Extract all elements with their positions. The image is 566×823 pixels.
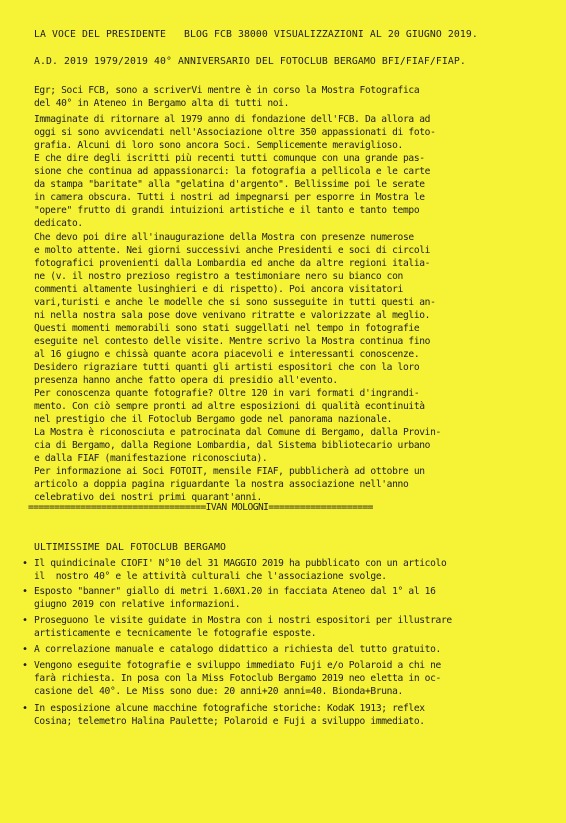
news-line: Proseguono le visite guidate in Mostra con i nostri espositori per illustrare [34,615,452,626]
body-line: articolo a doppia pagina riguardante la nostra associazione nell'anno [34,479,409,490]
news-line: Vengono eseguite fotografie e sviluppo immediato Fuji e/o Polaroid a chi ne [34,660,441,671]
body-line: nel prestigio che il Fotoclub Bergamo gode nel panorama nazionale. [34,414,393,425]
news-line: farà richiesta. In posa con la Miss Fotoclub Bergamo 2019 neo eletta in oc- [34,673,441,684]
body-line: Per conoscenza quante fotografie? Oltre 120 in vari formati d'ingrandi- [34,388,420,399]
body-line: del 40° in Ateneo in Bergamo alta di tutti noi. [34,98,290,109]
body-line: e dalla FIAF (manifestazione riconosciuta). [34,453,268,464]
body-line: Per informazione ai Soci FOTOIT, mensile FIAF, pubblicherà ad ottobre un [34,466,425,477]
news-line: il nostro 40° e le attività culturali che l'associazione svolge. [34,571,387,582]
body-line: Questi momenti memorabili sono stati suggellati nel tempo in fotografie [34,323,420,334]
body-line: E che dire degli iscritti più recenti tutti comunque con una grande pas- [34,153,425,164]
body-line: oggi si sono avvicendati nell'Associazione oltre 350 appassionati di foto- [34,127,436,138]
body-line: dedicato. [34,218,83,229]
news-line: artisticamente e tecnicamente le fotografie esposte. [34,628,317,639]
bullet-icon: • [22,586,29,597]
body-line: ne (v. il nostro prezioso registro a testimoniare nero su bianco con [34,271,403,282]
news-line: In esposizione alcune macchine fotografiche storiche: KodaK 1913; reflex [34,703,425,714]
news-line: giugno 2019 con relative informazioni. [34,599,241,610]
body-line: cia di Bergamo, dalla Regione Lombardia, dal Sistema bibliotecario urbano [34,440,431,451]
body-line: Desidero rigraziare tutti quanti gli artisti espositori che con la loro [34,362,420,373]
header-line-2: A.D. 2019 1979/2019 40° ANNIVERSARIO DEL FOTOCLUB BERGAMO BFI/FIAF/FIAP. [34,56,466,67]
body-line: da stampa "baritate" alla "gelatina d'argento". Bellissime poi le serate [34,179,425,190]
bullet-icon: • [22,660,29,671]
body-line: commenti altamente lusinghieri e di rispetto). Poi ancora visitatori [34,284,403,295]
signature-separator: ==================================IVAN MOLOGNI==================== [28,502,373,513]
body-line: presenza hanno anche fatto opera di presidio all'evento. [34,375,338,386]
news-title: ULTIMISSIME DAL FOTOCLUB BERGAMO [34,542,226,553]
bullet-icon: • [22,703,29,714]
bullet-icon: • [22,615,29,626]
body-line: vari,turisti e anche le modelle che si sono susseguite in tutti questi an- [34,297,436,308]
body-line: Egr; Soci FCB, sono a scriverVi mentre è in corso la Mostra Fotografica [34,85,420,96]
body-line: in camera obscura. Tutti i nostri ad impegnarsi per esporre in Mostra le [34,192,425,203]
body-line: grafia. Alcuni di loro sono ancora Soci. Semplicemente meraviglioso. [34,140,403,151]
body-line: La Mostra è riconosciuta e patrocinata dal Comune di Bergamo, dalla Provin- [34,427,441,438]
body-line: al 16 giugno e chissà quante acora piacevoli e interessanti conoscenze. [34,349,420,360]
body-line: e molto attente. Nei giorni successivi anche Presidenti e soci di circoli [34,245,431,256]
news-line: Esposto "banner" giallo di metri 1.60X1.20 in facciata Ateneo dal 1° al 16 [34,586,436,597]
body-line: "opere" frutto di grandi intuizioni artistiche e il tanto e tanto tempo [34,205,420,216]
bullet-icon: • [22,644,29,655]
news-line: casione del 40°. Le Miss sono due: 20 anni+20 anni=40. Bionda+Bruna. [34,686,403,697]
body-line: Che devo poi dire all'inaugurazione della Mostra con presenze numerose [34,232,414,243]
bullet-icon: • [22,558,29,569]
body-line: mento. Con ciò sempre pronti ad altre esposizioni di qualità econtinuità [34,401,425,412]
body-line: fotografici provenienti dalla Lombardia ed anche da altre regioni italia- [34,258,431,269]
news-line: Cosina; telemetro Halina Paulette; Polaroid e Fuji a sviluppo immediato. [34,716,425,727]
body-line: celebrativo dei nostri primi quarant'anni. [34,492,262,503]
body-line: sione che continua ad appassionarci: la fotografia a pellicola e le carte [34,166,431,177]
body-line: ni nella nostra sala pose dove venivano ritratte e valorizzate al meglio. [34,310,431,321]
body-line: Immaginate di ritornare al 1979 anno di fondazione dell'FCB. Da allora ad [34,114,431,125]
header-line-1: LA VOCE DEL PRESIDENTE BLOG FCB 38000 VISUALIZZAZIONI AL 20 GIUGNO 2019. [34,29,478,40]
news-line: A correlazione manuale e catalogo didattico a richiesta del tutto gratuito. [34,644,441,655]
body-line: eseguite nel contesto delle visite. Mentre scrivo la Mostra continua fino [34,336,431,347]
news-line: Il quindicinale CIOFI' N°10 del 31 MAGGIO 2019 ha pubblicato con un articolo [34,558,447,569]
